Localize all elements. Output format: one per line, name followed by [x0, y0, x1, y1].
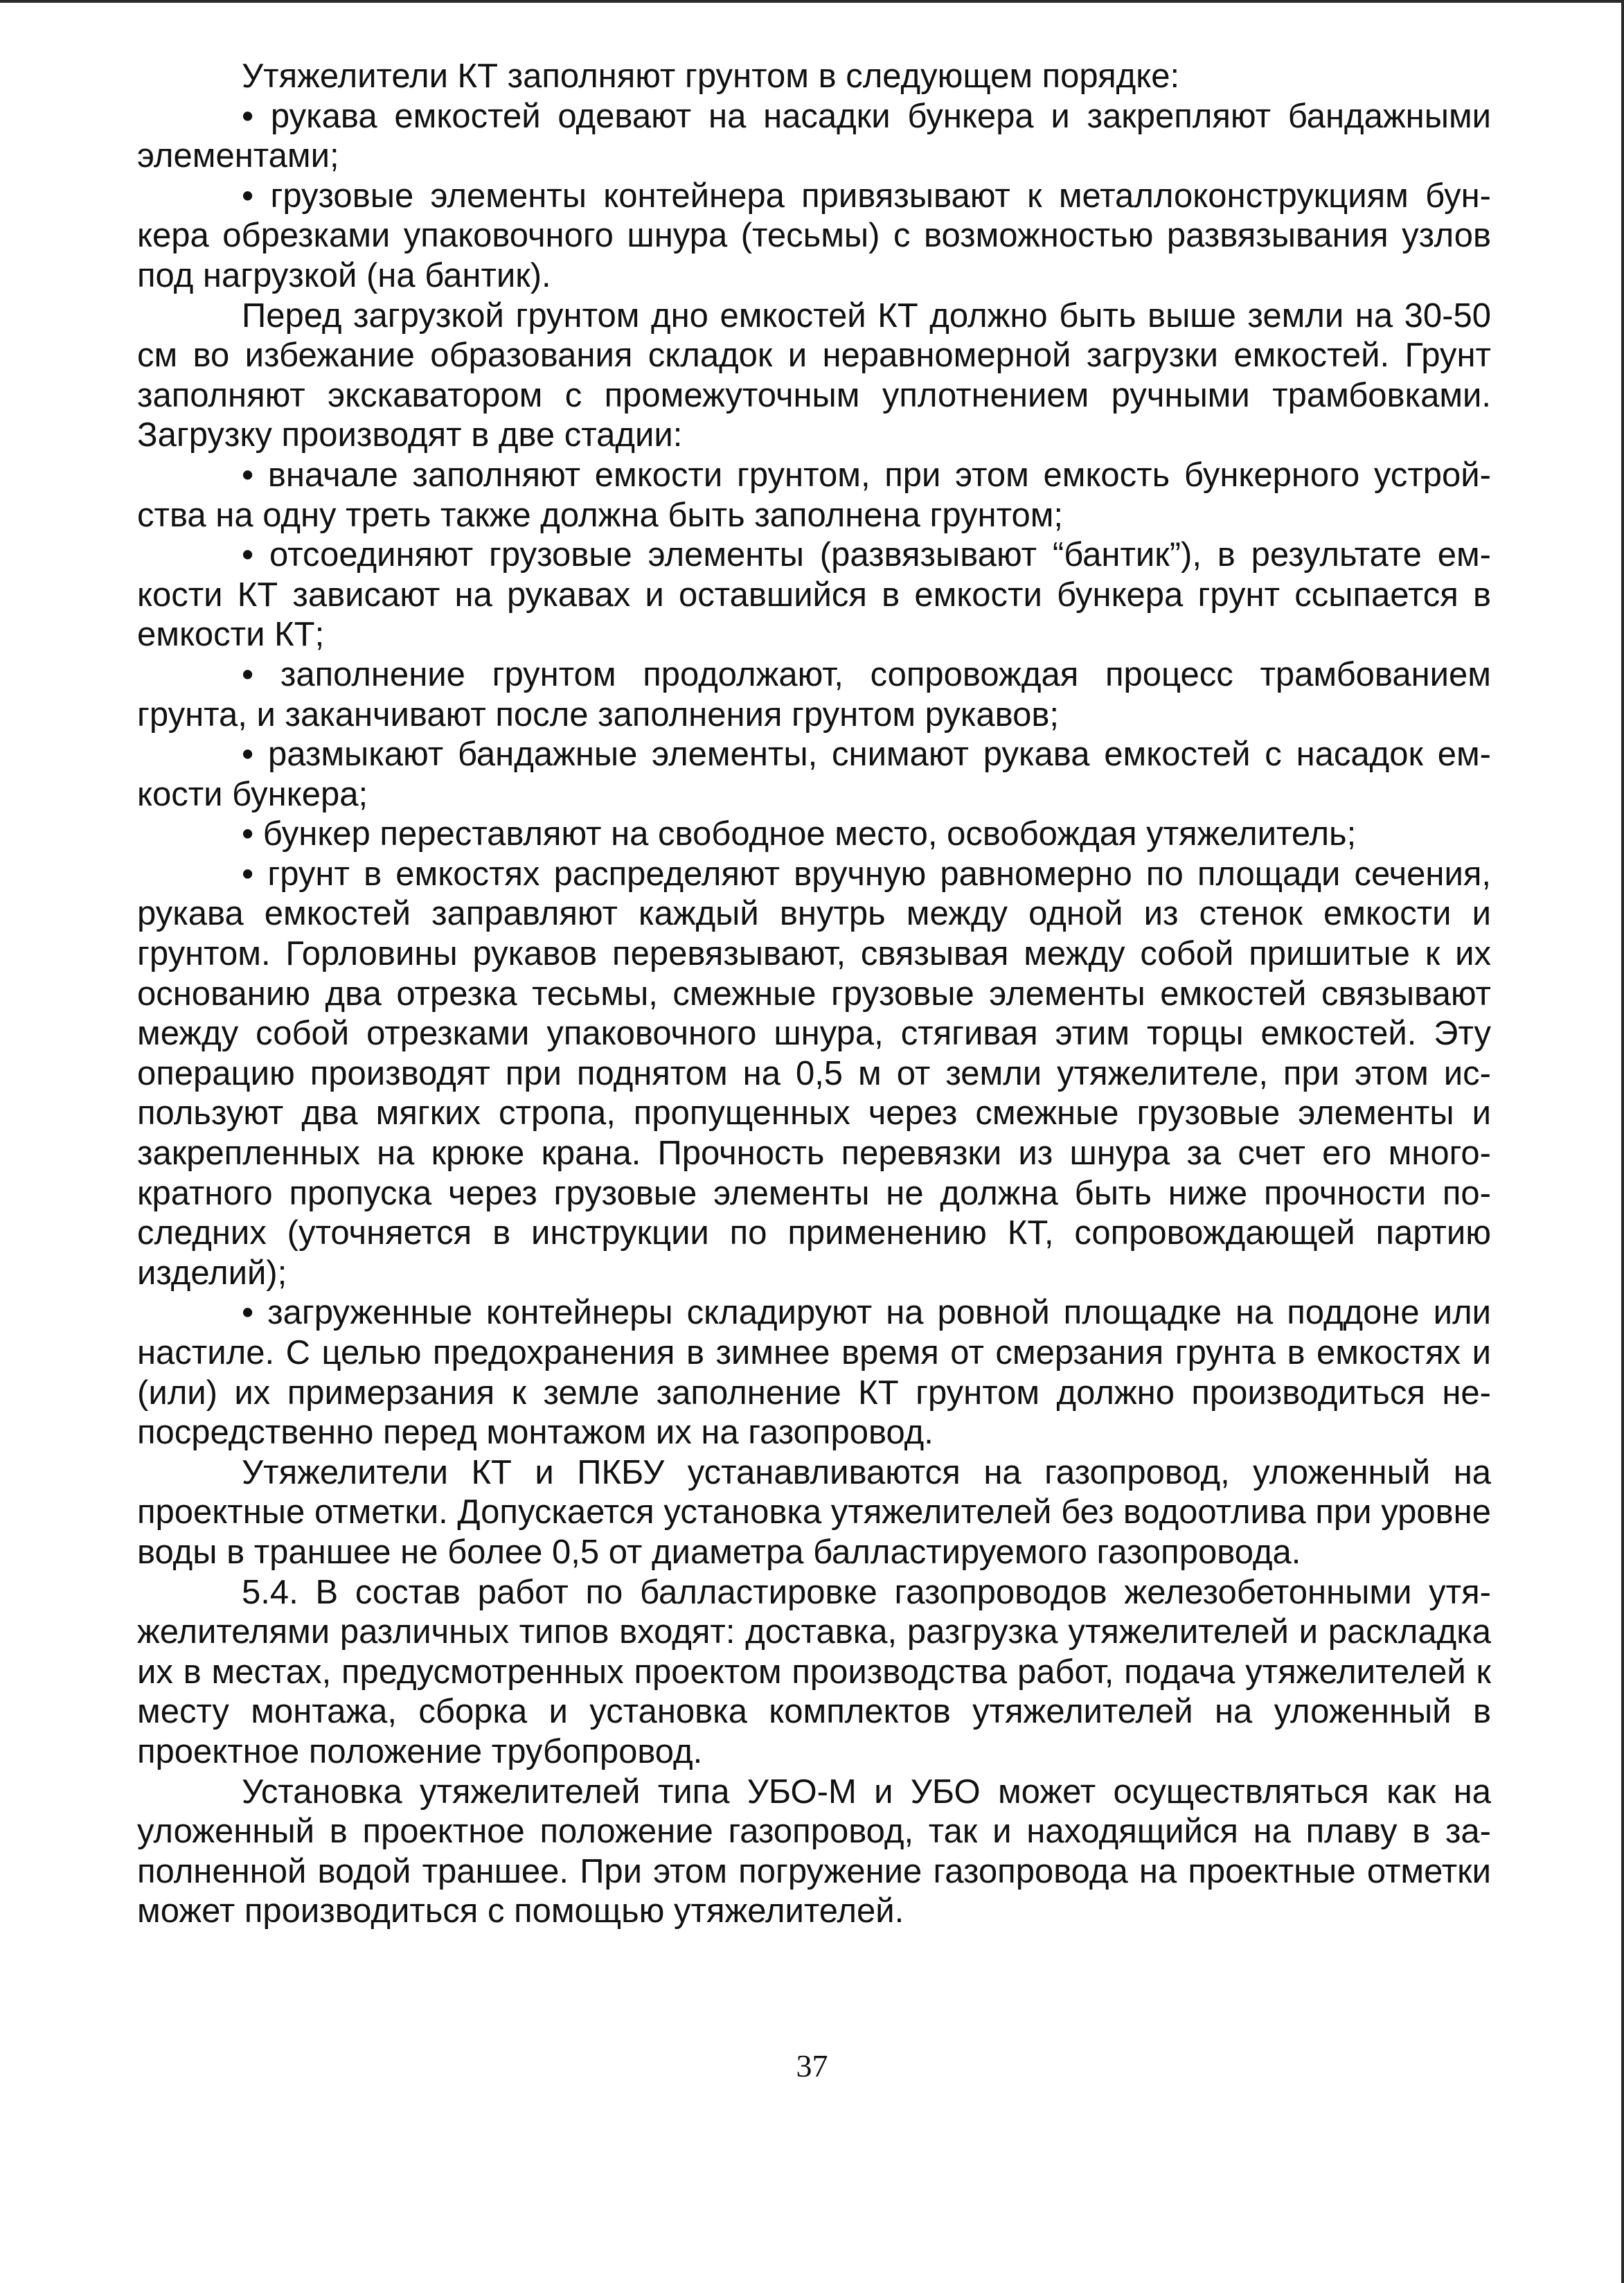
document-body	[137, 57, 1491, 1932]
scan-border-right	[1621, 0, 1624, 2283]
paragraph-bullet-cargo-elements: • грузовые элементы контейнера привязывают к металлоконструкциям бункера обрезками упаковочного шнура (тесьмы) с возможностью развязывания узлов под нагрузкой (на бантик).	[137, 177, 1491, 294]
paragraph-ubo-installation: Установка утяжелителей типа УБО-М и УБО может осуществляться как на уложенный в проектное положение газопровод, так и находящийся на плаву в заполненной водой траншее. При этом погружение газопровода на проектные отметки может производиться с помощью утяжелителей.	[137, 1773, 1491, 1930]
paragraph-bullet-disconnect: • отсоединяют грузовые элементы (развязывают “бантик”), в результате емкости КТ зависают на рукавах и оставшийся в емкости бункера грунт ссыпается в емкости КТ;	[137, 536, 1491, 654]
paragraph-intro: Утяжелители КТ заполняют грунтом в следующем порядке:	[242, 57, 1180, 95]
paragraph-bullet-continue-fill: • заполнение грунтом продолжают, сопровождая процесс трамбованием грунта, и заканчивают после заполнения грунтом рукавов;	[137, 655, 1491, 734]
paragraph-bullet-move-bunker: • бункер переставляют на свободное место, освобождая утяжелитель;	[242, 815, 1357, 853]
paragraph-bullet-distribute-soil: • грунт в емкостях распределяют вручную равномерно по площади сечения, рукава емкостей заправляют каждый внутрь между одной из стенок емкости и грунтом. Горловины рукавов перевязывают, связывая между собой пришитые к их основанию два отрезка тесьмы, смежные грузовые элементы емкостей связывают между собой отрезками упаковочного шнура, стягивая этим торцы емкостей. Эту операцию производят при поднятом на 0,5 м от земли утяжелителе, при этом используют два мягких стропа, пропущенных через смежные грузовые элементы и закрепленных на крюке крана. Прочность перевязки из шнура за счет его многократного пропуска через грузовые элементы не должна быть ниже прочности последних (уточняется в инструкции по применению КТ, сопровождающей партию изделий);	[137, 855, 1491, 1292]
paragraph-bullet-fill-first: • вначале заполняют емкости грунтом, при этом емкость бункерного устройства на одну треть также должна быть заполнена грунтом;	[137, 456, 1491, 534]
paragraph-bullet-sleeves: • рукава емкостей одевают на насадки бункера и закрепляют бандажными элементами;	[137, 97, 1491, 175]
paragraph-bullet-open-bands: • размыкают бандажные элементы, снимают рукава емкостей с насадок емкости бункера;	[137, 736, 1491, 813]
paragraph-before-loading: Перед загрузкой грунтом дно емкостей КТ должно быть выше земли на 30-50 см во избежание образования складок и неравномерной загрузки емкостей. Грунт заполняют экскаватором с промежуточным уплотнением ручными трамбовками. Загрузку производят в две стадии:	[137, 296, 1491, 454]
paragraph-section-5-4: 5.4. В состав работ по балластировке газопроводов железобетонными утяжелителями различных типов входят: доставка, разгрузка утяжелителей и раскладка их в местах, предусмотренных проектом производства работ, подача утяжелителей к месту монтажа, сборка и установка комплектов утяжелителей на уложенный в проектное положение трубопровод.	[137, 1573, 1491, 1770]
page-number: 37	[796, 2048, 828, 2084]
paragraph-installation-kt-pkbu: Утяжелители КТ и ПКБУ устанавливаются на газопровод, уложенный на проектные отметки. Допускается установка утяжелителей без водоотлива при уровне воды в траншее не более 0,5 от диаметра балластируемого газопровода.	[137, 1453, 1491, 1571]
scan-border-top	[0, 0, 1624, 3]
paragraph-bullet-storage: • загруженные контейнеры складируют на ровной площадке на поддоне или настиле. С целью предохранения в зимнее время от смерзания грунта в емкостях и (или) их примерзания к земле заполнение КТ грунтом должно производиться непосредственно перед монтажом их на газопровод.	[137, 1294, 1491, 1452]
